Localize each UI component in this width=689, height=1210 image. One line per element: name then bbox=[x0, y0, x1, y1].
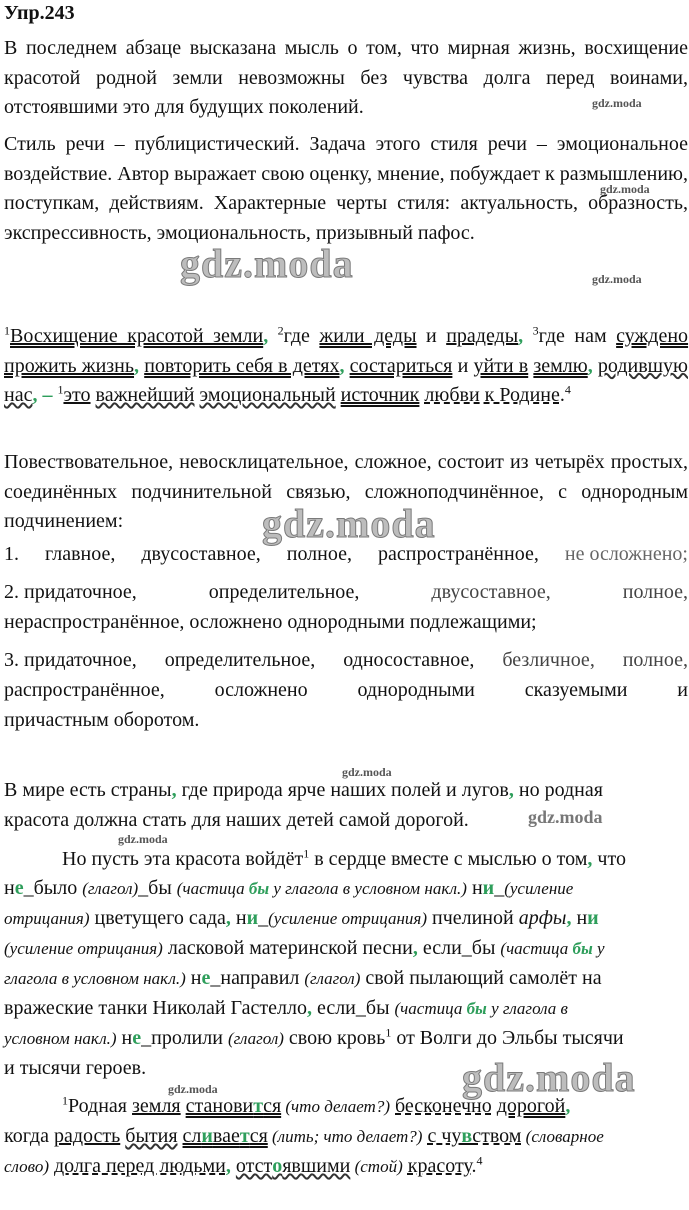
watermark: gdz.moda bbox=[592, 272, 642, 286]
sentence-characteristics: Повествовательное, невосклицательное, сложное, состоит из четырёх простых, соединённых подчинительной связью, сложноподчинённое, с однородным подчинением: bbox=[4, 451, 688, 532]
list-item-1: 1. главное, двусоставное, полное, распространённое, не осложнено; bbox=[4, 543, 688, 565]
text-line-4: не_было (глагол)_бы (частица бы у глагола в условном накл.) ни_(усиление bbox=[4, 877, 574, 899]
list-item-2-continuation: нераспространённое, осложнено однородными подлежащими; bbox=[4, 611, 537, 633]
text-line-5: отрицания) цветущего сада, ни_(усиление отрицания) пчелиной арфы, ни bbox=[4, 907, 599, 929]
list-item-2: 2. придаточное, определительное, двусоставное, полное, bbox=[4, 581, 688, 603]
text-line-6: (усиление отрицания) ласковой материнской песни, если_бы (частица бы у bbox=[4, 937, 605, 959]
watermark-logo: gdz.moda bbox=[462, 1055, 636, 1100]
paragraph-conclusion: В последнем абзаце высказана мысль о том, что мирная жизнь, восхищение красотой родной земли невозможны без чувства долга перед воинами, отстоявшими это для будущих поколений. bbox=[4, 37, 688, 118]
text-line-7: глагола в условном накл.) не_направил (глагол) свой пылающий самолёт на bbox=[4, 967, 602, 989]
paragraph-style: Стиль речи – публицистический. Задача этого стиля речи – эмоциональное воздействие. Автор выражает свою оценку, мнение, побуждает к размышлению, поступкам, действиям. Характерные черты стиля: актуальность, образность, экспрессивность, эмоциональность, призывный пафос. bbox=[4, 133, 688, 244]
text-line-10: и тысячи героев. bbox=[4, 1057, 147, 1079]
text-line-8: вражеские танки Николай Гастелло, если_бы (частица бы у глагола в bbox=[4, 997, 568, 1019]
text-line-13: слово) долга перед людьми, отстоявшими (стой) красоту.$^4$ bbox=[4, 1153, 483, 1177]
watermark: gdz.moda bbox=[168, 1082, 218, 1096]
watermark: gdz.moda bbox=[592, 96, 642, 110]
list-item-3-line-2: распространённое, осложнено однородными сказуемыми и bbox=[4, 679, 688, 701]
watermark: gdz.moda bbox=[118, 832, 168, 846]
watermark-logo: gdz.moda bbox=[262, 501, 436, 546]
text-line-1: В мире есть страны, где природа ярче наших полей и лугов, но родная bbox=[4, 779, 603, 801]
list-item-3: 3. придаточное, определительное, односоставное, безличное, полное, bbox=[4, 649, 688, 671]
text-line-3: Но пусть эта красота войдёт$^1$ в сердце вместе с мыслью о том, что bbox=[62, 846, 626, 870]
sentence-analysis: $^1$Восхищение красотой земли, $^2$где жили деды и прадеды, $^3$где нам суждено прожить жизнь, повторить себя в детях, состариться и уйти в землю, родившую нас, – $^1$это важнейший эмоциональный источник любви к Родине.$^4$ bbox=[4, 323, 689, 406]
text-line-2: красота должна стать для наших детей самой дорогой. bbox=[4, 809, 469, 831]
exercise-title: Упр.243 bbox=[4, 2, 75, 24]
watermark-logo: gdz.moda bbox=[180, 241, 354, 286]
watermark: gdz.moda bbox=[342, 765, 392, 779]
text-line-9: условном накл.) не_пролили (глагол) свою кровь$^1$ от Волги до Эльбы тысячи bbox=[4, 1025, 624, 1049]
watermark: gdz.moda bbox=[600, 182, 650, 196]
text-line-11: $^1$Родная земля становится (что делает?) бесконечно дорогой, bbox=[62, 1093, 571, 1117]
text-line-12: когда радость бытия сливается (лить; что делает?) с чувством (словарное bbox=[4, 1125, 604, 1147]
watermark: gdz.moda bbox=[528, 807, 603, 827]
list-item-3-continuation: причастным оборотом. bbox=[4, 709, 200, 731]
